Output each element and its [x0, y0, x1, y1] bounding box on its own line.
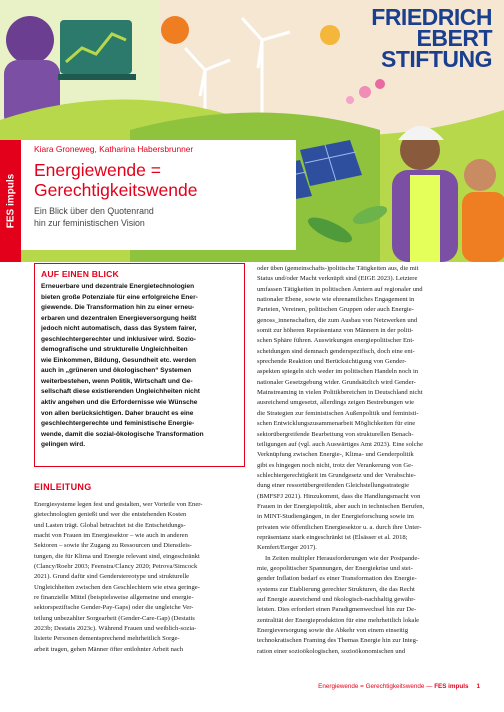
summary-line: erbaren und dezentralen Energieversorgung heißt: [41, 314, 197, 322]
body-line: gender Inflation bedarf es einer Transformation des Energie-: [257, 575, 417, 583]
body-line: repräsentanz stark eingeschränkt ist (Elsässer et al. 2018;: [257, 533, 408, 541]
summary-line: gelingen wird.: [41, 441, 86, 449]
logo-line-1: FRIEDRICH: [371, 4, 492, 30]
footer-running-title: Energiewende = Gerechtigkeitswende: [318, 683, 425, 690]
page-number: 1: [476, 683, 480, 690]
body-line: (Clancy/Roehr 2003; Feenstra/Clancy 2020; Petrova/Simcock: [34, 563, 198, 571]
left-column-text: [34, 500, 249, 655]
body-line: 2021). Grund dafür sind Genderstereotype und strukturelle: [34, 573, 190, 581]
summary-line: von allen berücksichtigen. Daher braucht es eine: [41, 409, 194, 417]
fes-logo: [352, 4, 492, 72]
body-line: tungen, die für Klima und Energie relevant sind, eingeschränkt: [34, 552, 200, 560]
body-line: privaten wie öffentlichen Energiesektor u. a. durch ihre Unter-: [257, 523, 422, 531]
body-line: systems zur Etablierung gerechter Strukturen, die das Recht: [257, 585, 415, 593]
body-line: 2023b; Destatis 2023c). Während Frauen und weiblich-sozia-: [34, 625, 197, 633]
title-line-1: Energiewende =: [34, 160, 161, 180]
body-line: scheidungen sind demnach genderspezifisch, doch eine ent-: [257, 347, 415, 355]
summary-line: geschlechtergerechte und feministische Energie-: [41, 420, 195, 428]
summary-line: bieten große Potenziale für eine erfolgreiche Ener-: [41, 293, 198, 301]
body-line: und Lasten trägt. Global betrachtet ist die Entscheidungs-: [34, 521, 186, 529]
summary-box: [34, 263, 245, 467]
section-heading-introduction: EINLEITUNG: [34, 482, 92, 492]
summary-line: sellschaft diese existierenden Ungleichheiten nicht: [41, 388, 200, 396]
body-line: genoss_innenschaften, die zum Ausbau von Netzwerken und: [257, 316, 418, 324]
subtitle: [34, 205, 154, 229]
body-line: teiligungen auf (vgl. auch Auswärtiges Amt 2023). Eine solche: [257, 440, 423, 448]
body-line: Energiesysteme legen fest und gestalten, wer Vorteile von Ener-: [34, 501, 203, 508]
body-line: In Zeiten multipler Herausforderungen wie der Postpande-: [265, 554, 420, 562]
body-line: Kemfert/Eerger 2017).: [257, 544, 317, 552]
summary-line: geschlechtergerechter und inklusiver wird. Sozio-: [41, 335, 196, 343]
summary-line: aktiv angehen und die Erfordernisse wie Wünsche: [41, 399, 198, 407]
body-line: Status und/oder Macht verknüpft sind (EIGE 2023). Letztere: [257, 275, 418, 283]
body-line: oder üben (gemeinschafts-)politische Tätigkeiten aus, die mit: [257, 265, 419, 272]
logo-line-3: STIFTUNG: [381, 46, 492, 72]
body-line: somit zur höheren Repräsentanz von Männern in der politi-: [257, 327, 414, 335]
body-line: umfassen Tätigkeiten in politischen Ämtern auf regionaler und: [257, 285, 423, 293]
subtitle-line-1: Ein Blick über den Quotenrand: [34, 206, 154, 216]
title-line-2: Gerechtigkeitswende: [34, 180, 198, 200]
body-line: lisierte Personen dementsprechend mehrheitlich Sorge-: [34, 635, 180, 643]
body-line: auf Energie ausreichend und ökologisch-nachhaltig gewähr-: [257, 596, 416, 603]
body-line: arbeit tragen, gehen Männer öfter entlohnter Arbeit nach: [34, 645, 184, 653]
summary-line: jedoch nicht automatisch, dass das System fairer,: [41, 325, 197, 333]
body-line: dung einer ressortübergreifenden Gleichstellungsstrategie: [257, 482, 410, 490]
body-line: sektorübergreifende Bearbeitung von strukturellen Benach-: [257, 430, 414, 438]
series-tab: [0, 140, 21, 262]
footer-series: FES impuls: [434, 683, 469, 690]
body-line: schlechtergerechtigkeit im Grundgesetz und der Verabschie-: [257, 471, 416, 479]
body-line: zentralität der Energieproduktion für eine mehrheitlich lokale: [257, 616, 420, 624]
page-title: [34, 160, 197, 200]
body-line: Energieversorgung sowie die Abkehr von einem einseitig: [257, 627, 409, 635]
footer-dash: —: [424, 683, 435, 690]
right-column-text: [257, 264, 475, 657]
summary-line: weiterbestehen, wenn Politik, Wirtschaft und Ge-: [41, 377, 193, 385]
body-line: sprechende Reaktion und Berücksichtigung von Gender-: [257, 358, 407, 366]
body-line: Verknüpfung zwischen Energie-, Klima- und Genderpolitik: [257, 451, 414, 459]
body-line: leisten. Dies erfordert einen Paradigmenwechsel hin zur De-: [257, 606, 417, 614]
summary-line: wie Einkommen, Bildung, Gesundheit etc. werden: [41, 356, 196, 364]
body-line: nationaler Gesetzgebung wider. Grundsätzlich wird Gender-: [257, 378, 416, 386]
authors: Kiara Groneweg, Katharina Habersbrunner: [34, 144, 194, 154]
subtitle-line-2: hin zur feministischen Vision: [34, 218, 145, 228]
page-footer: [318, 683, 480, 690]
summary-heading: AUF EINEN BLICK: [41, 269, 119, 279]
body-line: die Strategien zur feministischen Außenpolitik und feministi-: [257, 409, 419, 417]
summary-line: wende, damit die sozial-ökologische Transformation: [41, 430, 204, 438]
logo-line-2: EBERT: [416, 25, 492, 51]
body-line: schen Sphäre führen. Auswirkungen energiepolitischer Ent-: [257, 337, 415, 345]
body-line: macht von Frauen im Energiesektor – wie auch in anderen: [34, 532, 188, 540]
body-line: sektorspezifische Gender-Pay-Gaps) oder die ungleiche Ver-: [34, 604, 194, 612]
body-line: ausreichend umgesetzt, allerdings zeigen Bestrebungen wie: [257, 399, 415, 407]
body-line: aspekten spiegeln sich weder im politischen Handeln noch in: [257, 368, 419, 376]
summary-text: [41, 282, 238, 451]
body-line: Ungleichheiten zwischen den Geschlechtern wie etwa geringe-: [34, 583, 200, 591]
summary-line: giewende. Die Transformation hin zu einer erneu-: [41, 304, 195, 312]
summary-line: demografische und strukturelle Ungleichheiten: [41, 346, 188, 354]
body-line: Mainstreaming in vielen Politikbereichen in Deutschland nicht: [257, 389, 423, 397]
body-line: teilung unbezahlter Sorgearbeit (Gender-Care-Gap) (Destatis: [34, 614, 195, 622]
body-line: gibt es hingegen noch nicht, trotz der Verankerung von Ge-: [257, 461, 414, 469]
body-line: (BMFSFJ 2021). Hinzukommt, dass die Handlungsmacht von: [257, 492, 421, 500]
summary-line: auch in „grüneren und ökologischen“ Systemen: [41, 367, 192, 375]
body-line: nationaler Ebene, sowie wie ehrenamtliches Engagement in: [257, 296, 415, 304]
body-line: Parteien, Vereinen, politischen Gruppen oder auch Energie-: [257, 306, 414, 314]
summary-line: Erneuerbare und dezentrale Energietechnologien: [41, 283, 195, 290]
body-line: re finanzielle Mittel (beispielsweise allgemeine und energie-: [34, 594, 194, 602]
body-line: Sektoren – sowie ihr Zugang zu Ressourcen und Dienstleis-: [34, 542, 192, 550]
body-line: gietechnologien genießt und wer die entstehenden Kosten: [34, 511, 187, 519]
body-line: mie, geopolitischer Spannungen, der Energiekrise und stei-: [257, 564, 413, 572]
body-line: Frauen in der Energiepolitik, aber auch in technischen Berufen,: [257, 502, 425, 510]
series-tab-label: FES impuls: [5, 173, 16, 229]
body-line: technokratischen Framing des Themas Energie hin zur Integ-: [257, 637, 419, 645]
body-line: in MINT-Studiengängen, in der Energieforschung sowie im: [257, 513, 414, 521]
body-line: schen Entwicklungszusammenarbeit Möglichkeiten für eine: [257, 420, 416, 428]
body-line: ration einer sozioökologischen, sozioökonomischen und: [257, 647, 406, 655]
